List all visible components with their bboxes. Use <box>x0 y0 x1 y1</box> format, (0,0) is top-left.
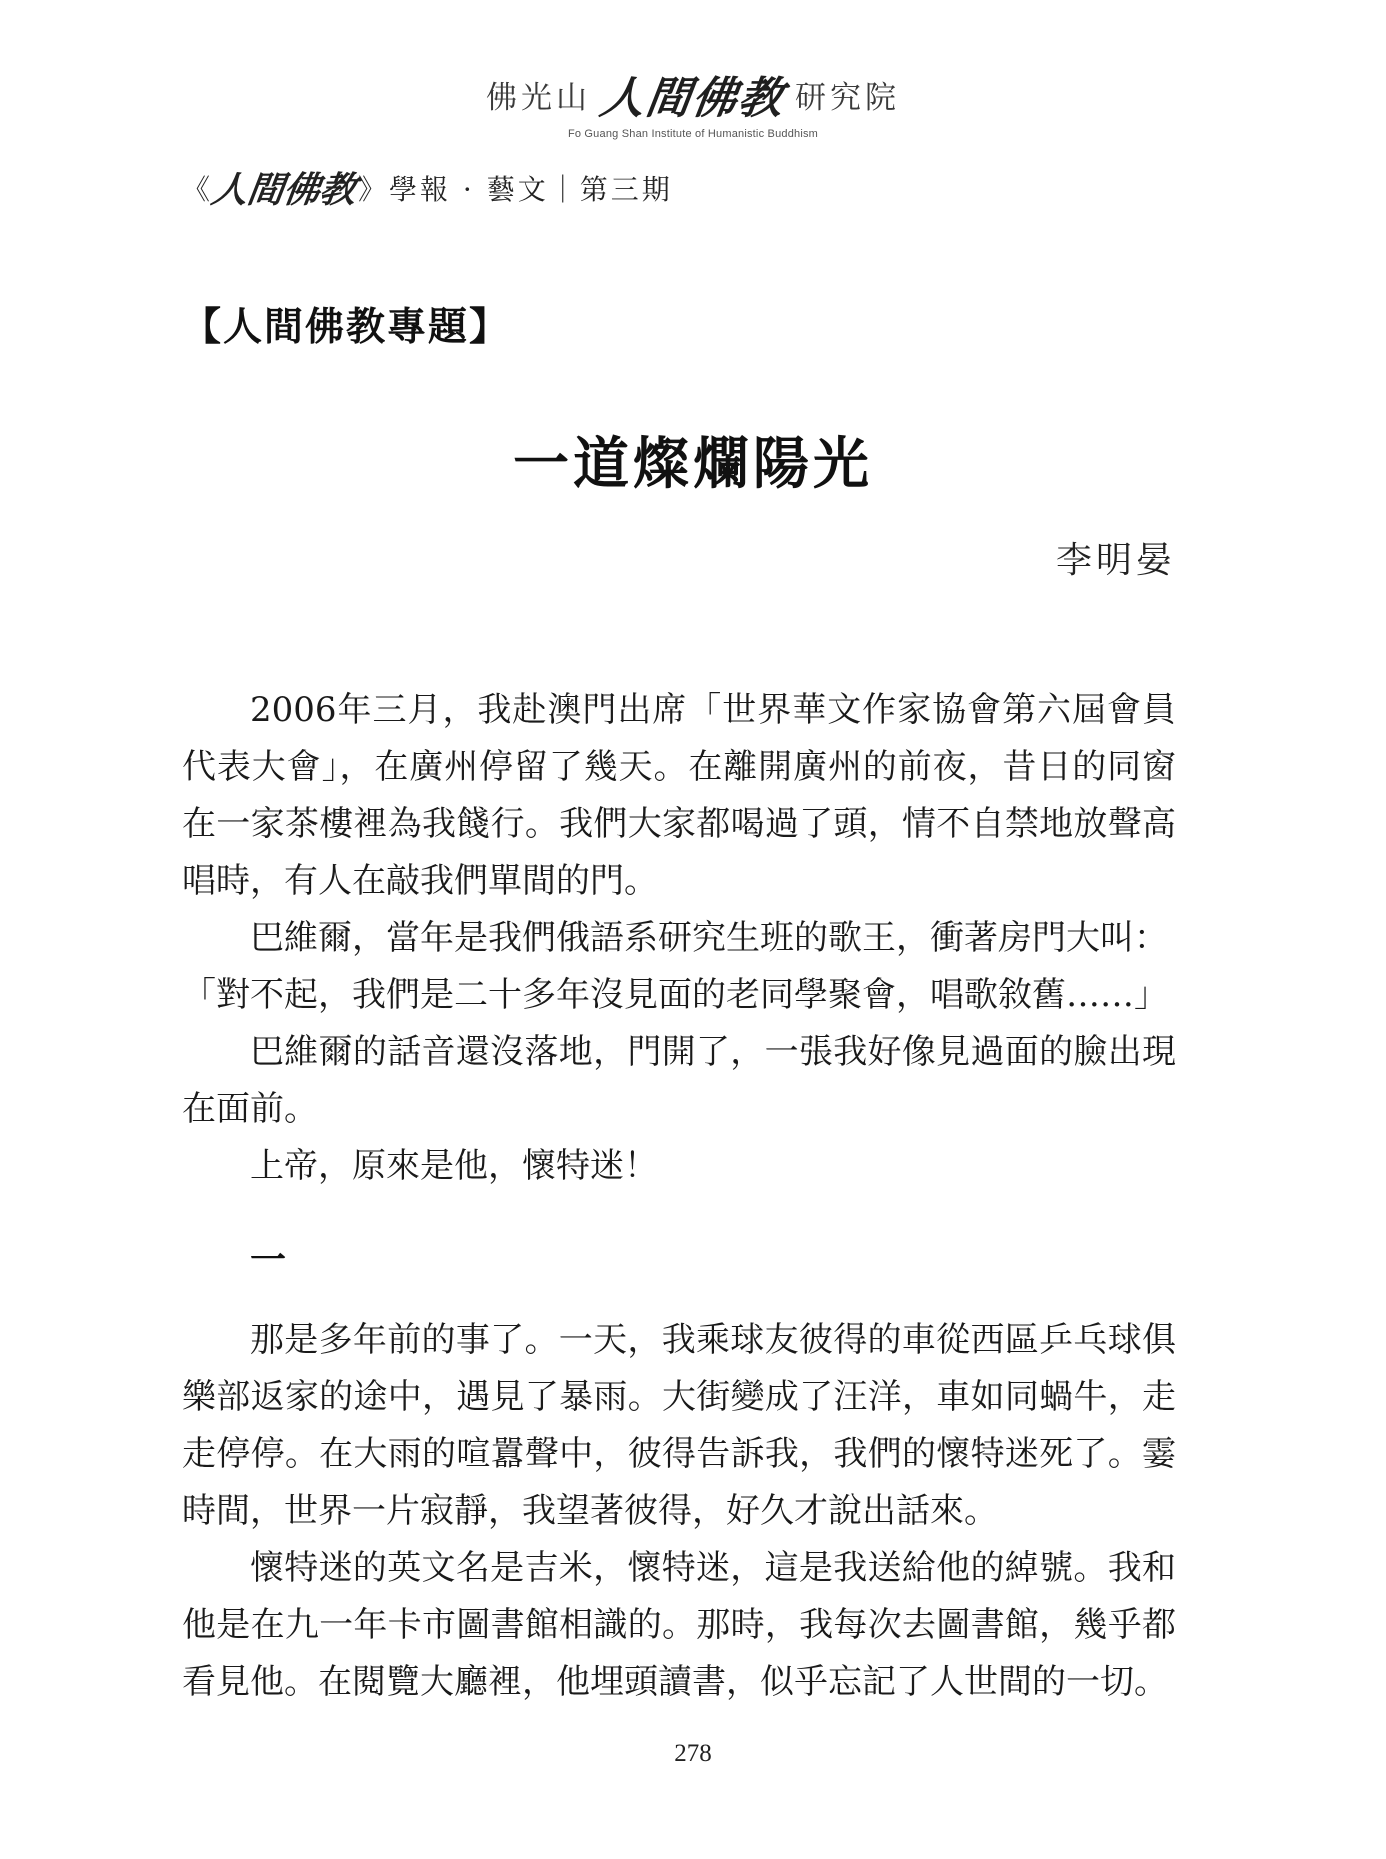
page-number: 278 <box>674 1740 712 1767</box>
institute-header <box>0 62 1386 140</box>
institute-english-name: Fo Guang Shan Institute of Humanistic Buddhism <box>567 128 819 140</box>
paragraph: 懷特迷的英文名是吉米，懷特迷，這是我送給他的綽號。我和他是在九一年卡市圖書館相識的。那時，我每次去圖書館，幾乎都看見他。在閱覽大廳裡，他埋頭讀書，似乎忘記了人世間的一切。 <box>182 1548 1176 1702</box>
intro-text <box>182 682 1176 1195</box>
paragraph: 「對不起，我們是二十多年沒見面的老同學聚會，唱歌敘舊……」 <box>182 975 1168 1015</box>
institute-suffix: 研究院 <box>795 79 900 116</box>
journal-issue-info: 》學報 · 藝文｜第三期 <box>358 172 673 206</box>
section-tag: 【人間佛教專題】 <box>182 304 511 350</box>
article-title: 一道燦爛陽光 <box>513 431 873 497</box>
journal-logo: 人間佛教 <box>208 169 359 211</box>
institute-name: 佛光山 <box>486 79 591 116</box>
paragraph: 巴維爾的話音還沒落地，門開了，一張我好像見過面的臉出現在面前。 <box>182 1032 1176 1129</box>
paragraph: 上帝，原來是他，懷特迷！ <box>250 1146 658 1186</box>
journal-running-head <box>182 162 673 213</box>
section-heading: 一 <box>250 1239 287 1281</box>
paragraph: 那是多年前的事了。一天，我乘球友彼得的車從西區乒乓球俱樂部返家的途中，遇見了暴雨。大街變成了汪洋，車如同蝸牛，走走停停。在大雨的喧囂聲中，彼得告訴我，我們的懷特迷死了。霎時間，世界一片寂靜，我望著彼得，好久才說出話來。 <box>182 1320 1176 1531</box>
paragraph: 2006年三月，我赴澳門出席「世界華文作家協會第六屆會員代表大會」，在廣州停留了幾天。在離開廣州的前夜，昔日的同窗在一家茶樓裡為我餞行。我們大家都喝過了頭，情不自禁地放聲高唱時，有人在敲我們單間的門。 <box>182 690 1176 901</box>
institute-title-line <box>486 62 900 126</box>
section-one-text <box>182 1312 1176 1711</box>
paragraph: 巴維爾，當年是我們俄語系研究生班的歌王，衝著房門大叫： <box>250 918 1168 958</box>
article-author: 李明晏 <box>1055 540 1176 581</box>
journal-open-bracket: 《 <box>182 172 211 206</box>
institute-logo: 人間佛教 <box>596 73 788 124</box>
